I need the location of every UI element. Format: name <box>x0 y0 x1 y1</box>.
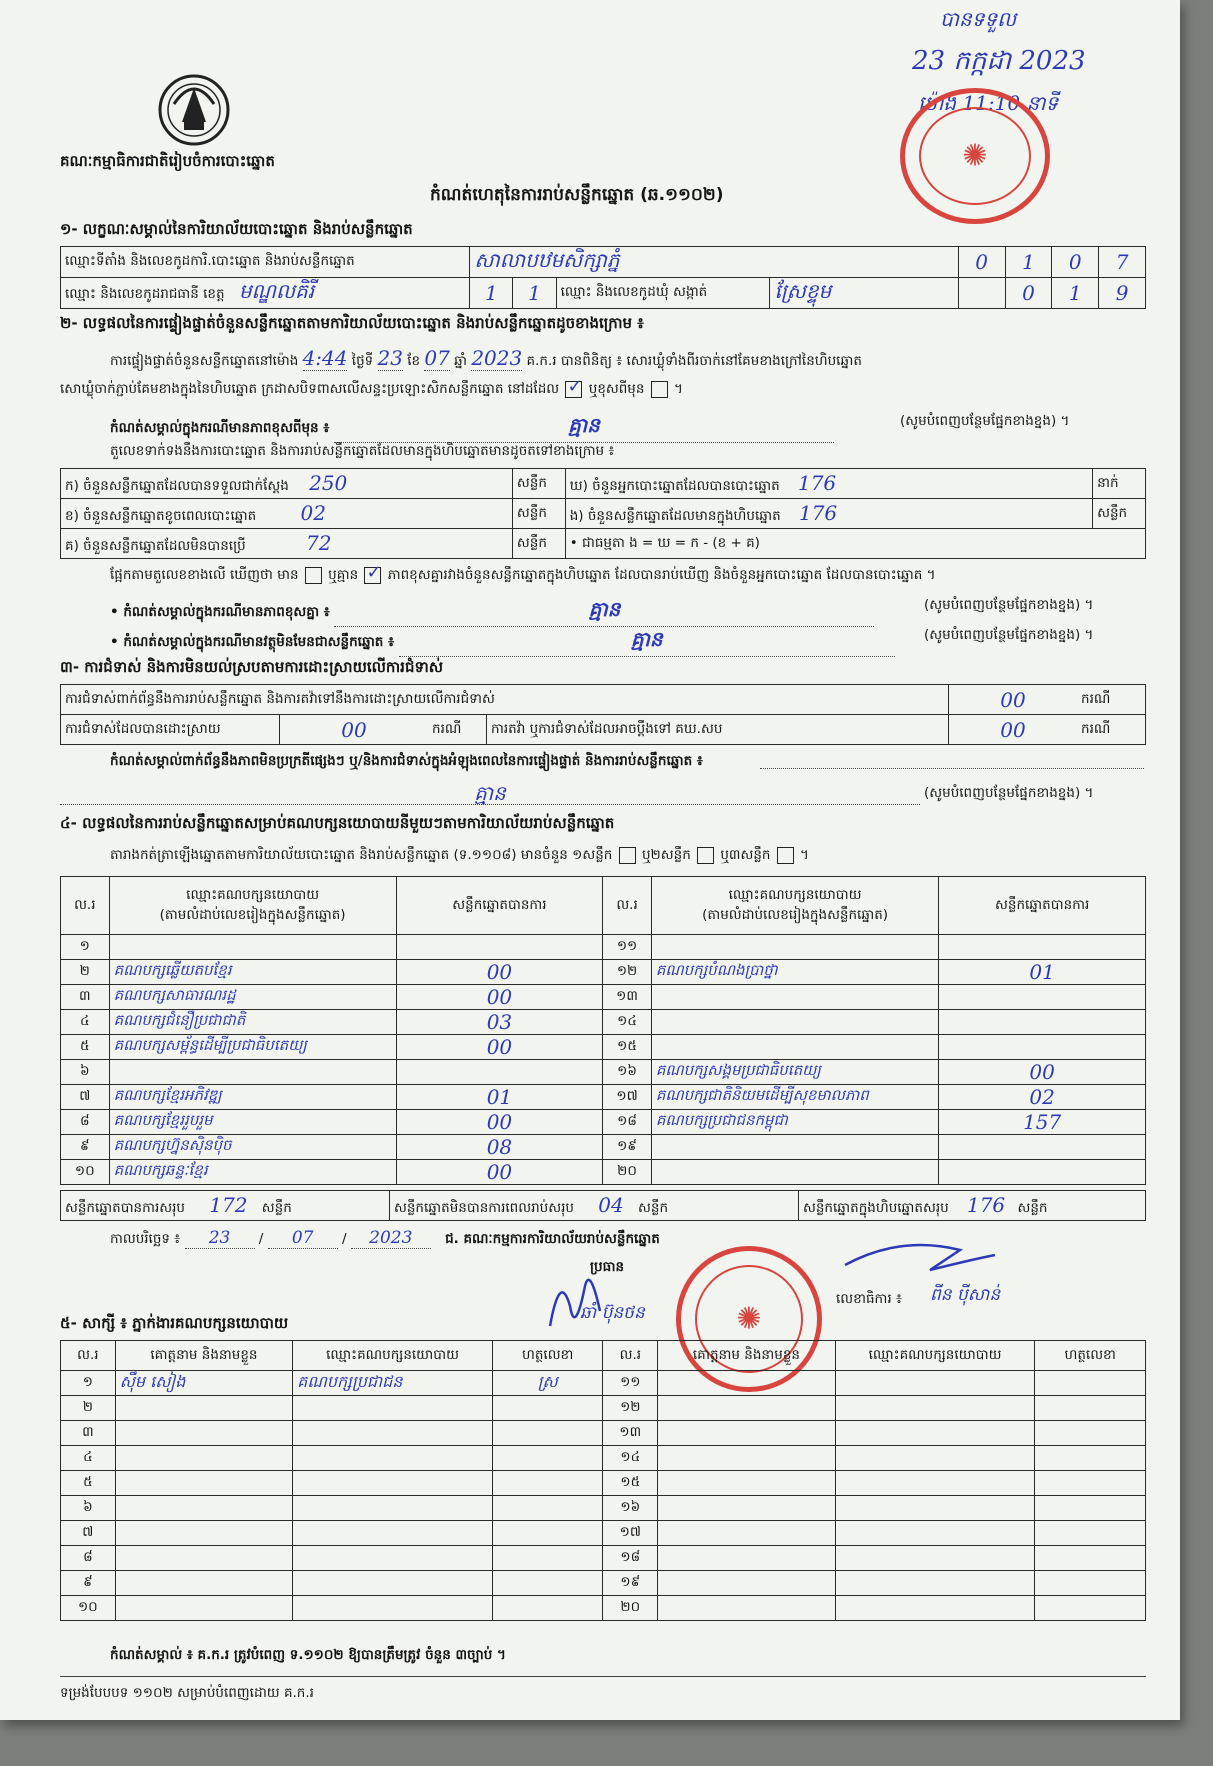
irregularity-note-value: គ្មាន <box>474 781 506 805</box>
witness-party <box>835 1446 1035 1471</box>
note3: • កំណត់សម្គាល់ក្នុងករណីមានវត្ថុមិនមែនជាសន្លឹកឆ្នោត ៖ គ្មាន <box>110 626 895 657</box>
location-code-1: 0 <box>975 250 989 274</box>
resolved-value: 00 <box>341 717 367 742</box>
witness-no: ៣ <box>61 1421 116 1446</box>
total-invalid: 04 <box>598 1192 624 1217</box>
result-party: គណបក្សប្រជាជនកម្ពុជា <box>655 1111 788 1129</box>
result-votes: 00 <box>486 985 513 1009</box>
result-party: គណបក្សជាតិនិយមដើម្បីសុខមាលភាព <box>655 1086 869 1104</box>
footer-note: កំណត់សម្គាល់ ៖ គ.ក.រ ត្រូវបំពេញ ទ.១១០២ ឱ្យបានត្រឹមត្រូវ ចំនួន ៣ច្បាប់ ។ <box>110 1647 506 1663</box>
section1-table <box>60 246 1146 309</box>
two-sheet-checkbox <box>697 847 714 864</box>
witness-party <box>835 1396 1035 1421</box>
result-votes: 00 <box>486 1160 513 1184</box>
result-row <box>61 1010 1146 1035</box>
result-row <box>61 935 1146 960</box>
chair-name: ឆាំ ប៊ុនថន <box>580 1303 645 1323</box>
witness-name <box>658 1371 835 1396</box>
witness-name <box>115 1421 292 1446</box>
witness-signature <box>492 1496 603 1521</box>
witness-no: ១៤ <box>603 1446 658 1471</box>
commune-label: ឈ្មោះ និងលេខកូដឃុំ សង្កាត់ <box>556 278 770 309</box>
verify-month: 07 <box>424 346 450 370</box>
witness-name <box>658 1446 835 1471</box>
witness-name <box>115 1496 292 1521</box>
witness-party <box>835 1571 1035 1596</box>
has-difference-checkbox <box>305 567 322 584</box>
totals-table: សន្លឹកឆ្នោតបានការសរុប 172 សន្លឹក សន្លឹកឆ្នោតមិនបានការពេលរាប់សរុប 04 សន្លឹក សន្លឹកឆ្នោតក្នុងហិបឆ្នោតសរុប 176 សន្លឹក <box>60 1190 1146 1221</box>
witness-no: ៦ <box>61 1496 116 1521</box>
result-no: ៤ <box>80 1013 90 1029</box>
result-row <box>61 1035 1146 1060</box>
location-code-4: 7 <box>1115 250 1129 274</box>
footer-form: ទម្រង់បែបបទ ១១០២ សម្រាប់បំពេញដោយ គ.ក.រ <box>60 1685 314 1701</box>
result-party: គណបក្សខ្មែរអភិវឌ្ឍ <box>113 1086 222 1104</box>
commune-value: ស្រែខ្ទុម <box>774 279 832 303</box>
witness-no: ៨ <box>61 1546 116 1571</box>
witness-name <box>115 1596 292 1621</box>
witness-signature <box>492 1521 603 1546</box>
witness-party <box>293 1596 493 1621</box>
witness-no: ១១ <box>603 1371 658 1396</box>
witness-signature <box>1035 1471 1146 1496</box>
ko-value: 72 <box>305 530 332 555</box>
witness-signature <box>1035 1371 1146 1396</box>
figures-intro: តួលេខទាក់ទងនឹងការបោះឆ្នោត និងការរាប់សន្លឹកឆ្នោតដែលមានក្នុងហិបឆ្នោតមានដូចតទៅខាងក្រោម ៖ <box>110 443 615 459</box>
witness-name <box>658 1496 835 1521</box>
result-no: ១០ <box>74 1163 95 1179</box>
result-no: ១៤ <box>617 1013 637 1029</box>
date-line: កាលបរិច្ឆេទ ៖ 23 / 07 / 2023 ជ. គណៈកម្មការការិយាល័យរាប់សន្លឹកឆ្នោត <box>110 1228 660 1248</box>
received-note: បានទទួល <box>940 7 1017 31</box>
witness-party <box>293 1446 493 1471</box>
witness-no: ២០ <box>603 1596 658 1621</box>
witness-no: ២ <box>61 1396 116 1421</box>
witness-name <box>115 1396 292 1421</box>
result-votes: 01 <box>486 1085 513 1109</box>
section4-heading: ៤- លទ្ធផលនៃការរាប់សន្លឹកឆ្នោតសម្រាប់គណបក្សនយោបាយនីមួយៗតាមការិយាល័យរាប់សន្លឹកឆ្នោត <box>60 814 615 832</box>
kh-label: ខ) ចំនួនសន្លឹកឆ្នោតខូចពេលបោះឆ្នោត <box>65 507 257 524</box>
result-no: ១៧ <box>616 1088 638 1104</box>
witness-no: ១២ <box>603 1396 658 1421</box>
fill-hint-1: (សូមបំពេញបន្ថែមផ្នែកខាងខ្នង) ។ <box>900 413 1070 429</box>
result-votes: 00 <box>486 1035 513 1059</box>
section2-heading: ២- លទ្ធផលនៃការផ្ទៀងផ្ទាត់ចំនួនសន្លឹកឆ្នោតតាមការិយាល័យបោះឆ្នោត និងរាប់សន្លឹកឆ្នោតដូចខាងក្រោម ៖ <box>60 314 644 332</box>
witness-row <box>61 1496 1146 1521</box>
result-row <box>61 985 1146 1010</box>
kh-value: 02 <box>300 500 326 525</box>
result-votes: 01 <box>1029 960 1055 984</box>
witness-no: ១ <box>61 1371 116 1396</box>
result-no: ៩ <box>80 1138 90 1154</box>
total-in-box: 176 <box>966 1192 1006 1217</box>
changed-checkbox <box>651 381 668 398</box>
result-no: ១៩ <box>617 1138 637 1154</box>
irregularity-note-label: កំណត់សម្គាល់ពាក់ព័ន្ធនឹងភាពមិនប្រក្រតីផ្សេងៗ ឬ/និងការជំទាស់ក្នុងអំឡុងពេលនៃការផ្ទៀងផ្ទាត់ និងការរាប់សន្លឹកឆ្នោត ៖ <box>110 753 703 769</box>
ko-label: គ) ចំនួនសន្លឹកឆ្នោតដែលមិនបានប្រើ <box>65 537 246 554</box>
witness-party <box>293 1496 493 1521</box>
unchanged-checkbox: ✓ <box>567 375 583 397</box>
witness-name <box>115 1546 292 1571</box>
result-row <box>61 1085 1146 1110</box>
objection-value: 00 <box>1000 687 1026 712</box>
witness-signature <box>1035 1521 1146 1546</box>
col-no-right: ល.រ <box>603 877 652 935</box>
gh-value: 176 <box>797 470 837 495</box>
col-no-left: ល.រ <box>61 877 110 935</box>
result-row <box>61 1135 1146 1160</box>
witness-no: ១៥ <box>603 1471 658 1496</box>
witness-no: ១០ <box>61 1596 116 1621</box>
result-votes: 00 <box>1029 1060 1055 1084</box>
witness-row <box>61 1571 1146 1596</box>
result-row <box>61 1110 1146 1135</box>
document-title: កំណត់ហេតុនៃការរាប់សន្លឹកឆ្នោត (ឆ.១១០២) <box>430 185 724 205</box>
witness-party <box>293 1421 493 1446</box>
k-value: 250 <box>309 470 348 495</box>
witness-signature <box>492 1471 603 1496</box>
witness-signature <box>1035 1571 1146 1596</box>
witness-no: ៤ <box>61 1446 116 1471</box>
received-date: 23 កក្កដា 2023 <box>912 46 1086 76</box>
commune-code-3: 9 <box>1115 281 1129 305</box>
fill-hint-4: (សូមបំពេញបន្ថែមផ្នែកខាងខ្នង) ។ <box>924 785 1094 801</box>
result-no: ១៦ <box>617 1063 637 1079</box>
result-votes: 00 <box>486 960 513 984</box>
fill-hint-3: (សូមបំពេញបន្ថែមផ្នែកខាងខ្នង) ។ <box>924 627 1094 643</box>
result-party: គណបក្សជំនឿប្រជាជាតិ <box>113 1011 246 1029</box>
witness-signature <box>1035 1546 1146 1571</box>
section1-heading: ១- លក្ខណៈសម្គាល់នៃការិយាល័យបោះឆ្នោត និងរាប់សន្លឹកឆ្នោត <box>60 220 413 238</box>
date-year: 2023 <box>351 1228 431 1249</box>
appeal-label: ការតវ៉ា ឬការជំទាស់ដែលអាចប្ដឹងទៅ គឃ.សប <box>487 715 949 745</box>
witness-party <box>835 1471 1035 1496</box>
section5-heading: ៥- សាក្សី ៖ ភ្នាក់ងារគណបក្សនយោបាយ <box>60 1314 289 1332</box>
total-valid: 172 <box>209 1192 248 1217</box>
province-label: ឈ្មោះ និងលេខកូដរាជធានី ខេត្ត <box>65 286 225 302</box>
witness-name <box>115 1571 292 1596</box>
witness-name <box>658 1471 835 1496</box>
results-table: ល.រ ឈ្មោះគណបក្សនយោបាយ (តាមលំដាប់លេខរៀងក្នុងសន្លឹកឆ្នោត) សន្លឹកឆ្នោតបានការ ល.រ ឈ្មោះគណបក្សនយោបាយ (តាមលំដាប់លេខរៀងក្នុងសន្លឹកឆ្នោត) សន្លឹកឆ្នោតបានការ ១ ១១ ២ គណបក្សឆ្លើយតបខ្មែរ 00 ១២ គណបក្សបំណងប្រាថ្នា 01 ៣ គណបក្សសាធារណរដ្ឋ 00 ១៣ ៤ គណបក្សជំនឿប្រជាជាតិ 03 ១៤ ៥ គណបក្សសម្ព័ន្ធដើម្បីប្រជាធិបតេយ្យ 00 ១៥ ៦ ១៦ គណបក្សសង្គមប្រជាធិបតេយ្យ 00 ៧ គណបក្សខ្មែរអភិវឌ្ឍ 01 ១៧ គណបក្សជាតិនិយមដើម្បីសុខមាលភាព 02 ៨ គណបក្សខ្មែររួបរួម 00 ១៨ គណបក្សប្រជាជនកម្ពុជា 157 ៩ គណបក្សហ្វ៊ុនស៊ិនប៉ិច 08 ១៩ ១០ គណបក្សឆន្ទៈខ្មែរ 00 ២០ <box>60 876 1146 1185</box>
result-no: ៦ <box>80 1063 90 1079</box>
verify-line: ការផ្ទៀងផ្ទាត់ចំនួនសន្លឹកឆ្នោតនៅម៉ោង 4:44 ថ្ងៃទី 23 ខែ 07 ឆ្នាំ 2023 គ.ក.រ បានពិនិត្យ ៖ សោរឃ្លុំទាំងពីរចាក់នៅគែមខាងក្រៅនៃហិបឆ្នោត <box>110 346 862 370</box>
witness-party <box>835 1496 1035 1521</box>
witness-signature <box>1035 1396 1146 1421</box>
witness-party <box>293 1471 493 1496</box>
witness-party <box>293 1396 493 1421</box>
witness-no: ៥ <box>61 1471 116 1496</box>
witness-no: ៧ <box>61 1521 116 1546</box>
result-party: គណបក្សឆ្លើយតបខ្មែរ <box>113 961 232 979</box>
witness-signature <box>492 1571 603 1596</box>
appeal-value: 00 <box>1000 717 1026 742</box>
received-time: ម៉ោង 11:10 នាទី <box>918 91 1059 115</box>
witness-name <box>658 1546 835 1571</box>
official-stamp-top: ✺ <box>900 88 1050 224</box>
witness-row <box>61 1371 1146 1396</box>
result-no: ១៥ <box>617 1038 637 1054</box>
witness-name <box>658 1396 835 1421</box>
objection-label: ការជំទាស់ពាក់ព័ន្ធនឹងការរាប់សន្លឹកឆ្នោត និងការតវ៉ាទៅនឹងការដោះស្រាយលើការជំទាស់ <box>61 685 949 715</box>
witness-no: ៩ <box>61 1571 116 1596</box>
witness-no: ១៨ <box>603 1546 658 1571</box>
witness-name <box>658 1596 835 1621</box>
location-code-3: 0 <box>1068 250 1082 274</box>
result-votes: 157 <box>1023 1110 1062 1134</box>
location-value: សាលាបឋមសិក្សាភ្នំ <box>474 248 620 272</box>
result-party: គណបក្សសង្គមប្រជាធិបតេយ្យ <box>655 1061 821 1079</box>
result-no: ១៣ <box>616 988 638 1004</box>
verify-year: 2023 <box>471 346 523 370</box>
nec-logo-icon <box>152 66 236 150</box>
resolved-label: ការជំទាស់ដែលបានដោះស្រាយ <box>61 715 280 745</box>
figures-table: ក) ចំនួនសន្លឹកឆ្នោតដែលបានទទួលជាក់ស្ដែង 250 សន្លឹក ឃ) ចំនួនអ្នកបោះឆ្នោតដែលបានបោះឆ្នោត 176 នាក់ ខ) ចំនួនសន្លឹកឆ្នោតខូចពេលបោះឆ្នោត 02 សន្លឹក ង) ចំនួនសន្លឹកឆ្នោតដែលមានក្នុងហិបឆ្នោត 176 សន្លឹក គ) ចំនួនសន្លឹកឆ្នោតដែលមិនបានប្រើ 72 សន្លឹក • ជាធម្មតា ង = ឃ = ក - (ខ + គ) <box>60 468 1146 559</box>
col-votes-left: សន្លឹកឆ្នោតបានការ <box>396 877 603 935</box>
witness-name: ស៊ឹម សៀង <box>115 1371 292 1396</box>
witness-signature <box>1035 1446 1146 1471</box>
result-votes: 00 <box>486 1110 513 1134</box>
ng-label: ង) ចំនួនសន្លឹកឆ្នោតដែលមានក្នុងហិបឆ្នោត <box>569 507 781 524</box>
note3-value: គ្មាន <box>630 627 663 651</box>
tally-intro: តារាងកត់ត្រាឡើងឆ្នោតតាមការិយាល័យបោះឆ្នោត និងរាប់សន្លឹកឆ្នោត (ទ.១១០៨) មានចំនួន ១សន្លឹក ឬ២សន្លឹក ឬ៣សន្លឹក ។ <box>110 847 809 863</box>
official-stamp-committee: ✺ <box>676 1246 822 1392</box>
section3-heading: ៣- ការជំទាស់ និងការមិនយល់ស្របតាមការដោះស្រាយលើការជំទាស់ <box>60 658 444 676</box>
org-name: គណៈកម្មាធិការជាតិរៀបចំការបោះឆ្នោត <box>60 152 275 170</box>
secretary-label: លេខាធិការ ៖ <box>836 1291 902 1307</box>
result-no: ១១ <box>616 938 638 954</box>
witness-name <box>115 1446 292 1471</box>
result-no: ៧ <box>79 1088 91 1104</box>
result-no: ២០ <box>617 1163 637 1179</box>
witness-row <box>61 1396 1146 1421</box>
witness-no: ១៣ <box>603 1421 658 1446</box>
witness-signature <box>492 1421 603 1446</box>
result-no: ២ <box>79 963 90 979</box>
province-code-1: 1 <box>485 281 498 305</box>
witness-party <box>835 1421 1035 1446</box>
witness-row <box>61 1596 1146 1621</box>
witness-party <box>835 1596 1035 1621</box>
result-party: គណបក្សសម្ព័ន្ធដើម្បីប្រជាធិបតេយ្យ <box>113 1036 307 1054</box>
witness-row <box>61 1421 1146 1446</box>
k-label: ក) ចំនួនសន្លឹកឆ្នោតដែលបានទទួលជាក់ស្ដែង <box>65 477 289 494</box>
gh-label: ឃ) ចំនួនអ្នកបោះឆ្នោតដែលបានបោះឆ្នោត <box>569 477 780 494</box>
result-no: ១ <box>79 938 90 954</box>
result-party: គណបក្សបំណងប្រាថ្នា <box>655 961 778 979</box>
note1: កំណត់សម្គាល់ក្នុងករណីមានភាពខុសពីមុន ៖ គ្មាន <box>110 412 834 443</box>
witness-party <box>835 1521 1035 1546</box>
witness-row <box>61 1546 1146 1571</box>
witness-signature <box>492 1396 603 1421</box>
witness-signature <box>1035 1596 1146 1621</box>
result-votes: 02 <box>1029 1085 1055 1109</box>
date-day: 23 <box>185 1228 255 1249</box>
note1-value: គ្មាន <box>568 413 600 437</box>
result-no: ១២ <box>616 963 638 979</box>
witness-party <box>293 1546 493 1571</box>
result-party: គណបក្សហ្វ៊ុនស៊ិនប៉ិច <box>113 1136 232 1154</box>
secretary-name: ពីន ប៉ីសាន់ <box>930 1285 1001 1305</box>
result-party: គណបក្សខ្មែររួបរួម <box>113 1111 213 1129</box>
commune-code-2: 1 <box>1068 281 1082 305</box>
result-party: គណបក្សសាធារណរដ្ឋ <box>113 986 236 1004</box>
witness-no: ១៦ <box>603 1496 658 1521</box>
witness-no: ១៧ <box>603 1521 658 1546</box>
witness-name <box>658 1421 835 1446</box>
witness-party <box>835 1371 1035 1396</box>
ng-value: 176 <box>798 500 838 525</box>
seal-line: សោឃ្លុំចាក់ភ្ជាប់គែមខាងក្នុងនៃហិបឆ្នោត ក្រដាសបិទពាសលើសន្ទះប្រឡោះសិកសន្លឹកឆ្នោត នៅដដែល ✓ ឬខុសពីមុន ។ <box>60 375 683 397</box>
witness-row <box>61 1471 1146 1496</box>
witness-no: ១៩ <box>603 1571 658 1596</box>
one-sheet-checkbox <box>619 847 636 864</box>
witness-party: គណបក្សប្រជាជន <box>293 1371 493 1396</box>
witness-name <box>115 1521 292 1546</box>
result-row <box>61 1160 1146 1185</box>
location-code-2: 1 <box>1022 250 1035 274</box>
witness-signature <box>492 1546 603 1571</box>
witness-name <box>658 1571 835 1596</box>
result-no: ៥ <box>80 1038 90 1054</box>
province-code-2: 1 <box>528 281 541 305</box>
verify-time: 4:44 <box>302 346 348 370</box>
three-sheet-checkbox <box>777 847 794 864</box>
witness-party <box>835 1546 1035 1571</box>
result-votes: 08 <box>486 1135 513 1159</box>
formula: • ជាធម្មតា ង = ឃ = ក - (ខ + គ) <box>565 529 1145 559</box>
witness-row <box>61 1446 1146 1471</box>
witness-signature: ស្រ <box>492 1371 603 1396</box>
witness-signature <box>492 1446 603 1471</box>
witness-row <box>61 1521 1146 1546</box>
irregularity-note <box>60 780 920 805</box>
result-no: ៣ <box>79 988 91 1004</box>
col-votes-right: សន្លឹកឆ្នោតបានការ <box>939 877 1146 935</box>
difference-line: ផ្អែកតាមតួលេខខាងលើ ឃើញថា មាន ឬគ្មាន ✓ ភាពខុសគ្នារវាងចំនួនសន្លឹកឆ្នោតក្នុងហិបឆ្នោត ដែលបានរាប់ឃើញ និងចំនួនអ្នកបោះឆ្នោត ដែលបានបោះឆ្នោត ។ <box>110 561 936 583</box>
date-month: 07 <box>268 1228 338 1249</box>
verify-day: 23 <box>377 346 403 370</box>
witness-signature <box>492 1596 603 1621</box>
note2: • កំណត់សម្គាល់ក្នុងករណីមានភាពខុសគ្នា ៖ គ្មាន <box>110 596 874 627</box>
province-value: មណ្ឌលគិរី <box>238 279 315 303</box>
committee-label: ជ. គណៈកម្មការការិយាល័យរាប់សន្លឹកឆ្នោត <box>445 1231 660 1247</box>
result-row <box>61 960 1146 985</box>
fill-hint-2: (សូមបំពេញបន្ថែមផ្នែកខាងខ្នង) ។ <box>924 597 1094 613</box>
no-difference-checkbox: ✓ <box>366 561 382 583</box>
witness-party <box>293 1521 493 1546</box>
note2-value: គ្មាន <box>588 597 621 621</box>
commune-code-1: 0 <box>1022 281 1035 305</box>
result-votes: 03 <box>486 1010 513 1034</box>
objection-table: ការជំទាស់ពាក់ព័ន្ធនឹងការរាប់សន្លឹកឆ្នោត និងការតវ៉ាទៅនឹងការដោះស្រាយលើការជំទាស់ 00 ករណី ការជំទាស់ដែលបានដោះស្រាយ 00 ករណី ការតវ៉ា ឬការជំទាស់ដែលអាចប្ដឹងទៅ គឃ.សប 00 ករណី <box>60 684 1146 745</box>
chair-label: ប្រធាន <box>590 1259 625 1275</box>
witness-signature <box>1035 1421 1146 1446</box>
witness-party <box>293 1571 493 1596</box>
witness-signature <box>1035 1496 1146 1521</box>
witness-table: ល.រ គោត្តនាម និងនាមខ្លួន ឈ្មោះគណបក្សនយោបាយ ហត្ថលេខា ល.រ គោត្តនាម និងនាមខ្លួន ឈ្មោះគណបក្សនយោបាយ ហត្ថលេខា ១ ស៊ឹម សៀង គណបក្សប្រជាជន ស្រ ១១ ២ ១២ ៣ ១៣ ៤ ១៤ ៥ ១៥ ៦ ១៦ ៧ ១៧ ៨ ១៨ ៩ ១៩ ១០ ២០ <box>60 1340 1146 1621</box>
result-party: គណបក្សឆន្ទៈខ្មែរ <box>113 1161 208 1179</box>
witness-name <box>115 1471 292 1496</box>
result-no: ៨ <box>80 1113 90 1129</box>
result-no: ១៨ <box>617 1113 637 1129</box>
location-label: ឈ្មោះទីតាំង និងលេខកូដការិ.បោះឆ្នោត និងរាប់សន្លឹកឆ្នោត <box>61 247 470 278</box>
result-row <box>61 1060 1146 1085</box>
witness-name <box>658 1521 835 1546</box>
